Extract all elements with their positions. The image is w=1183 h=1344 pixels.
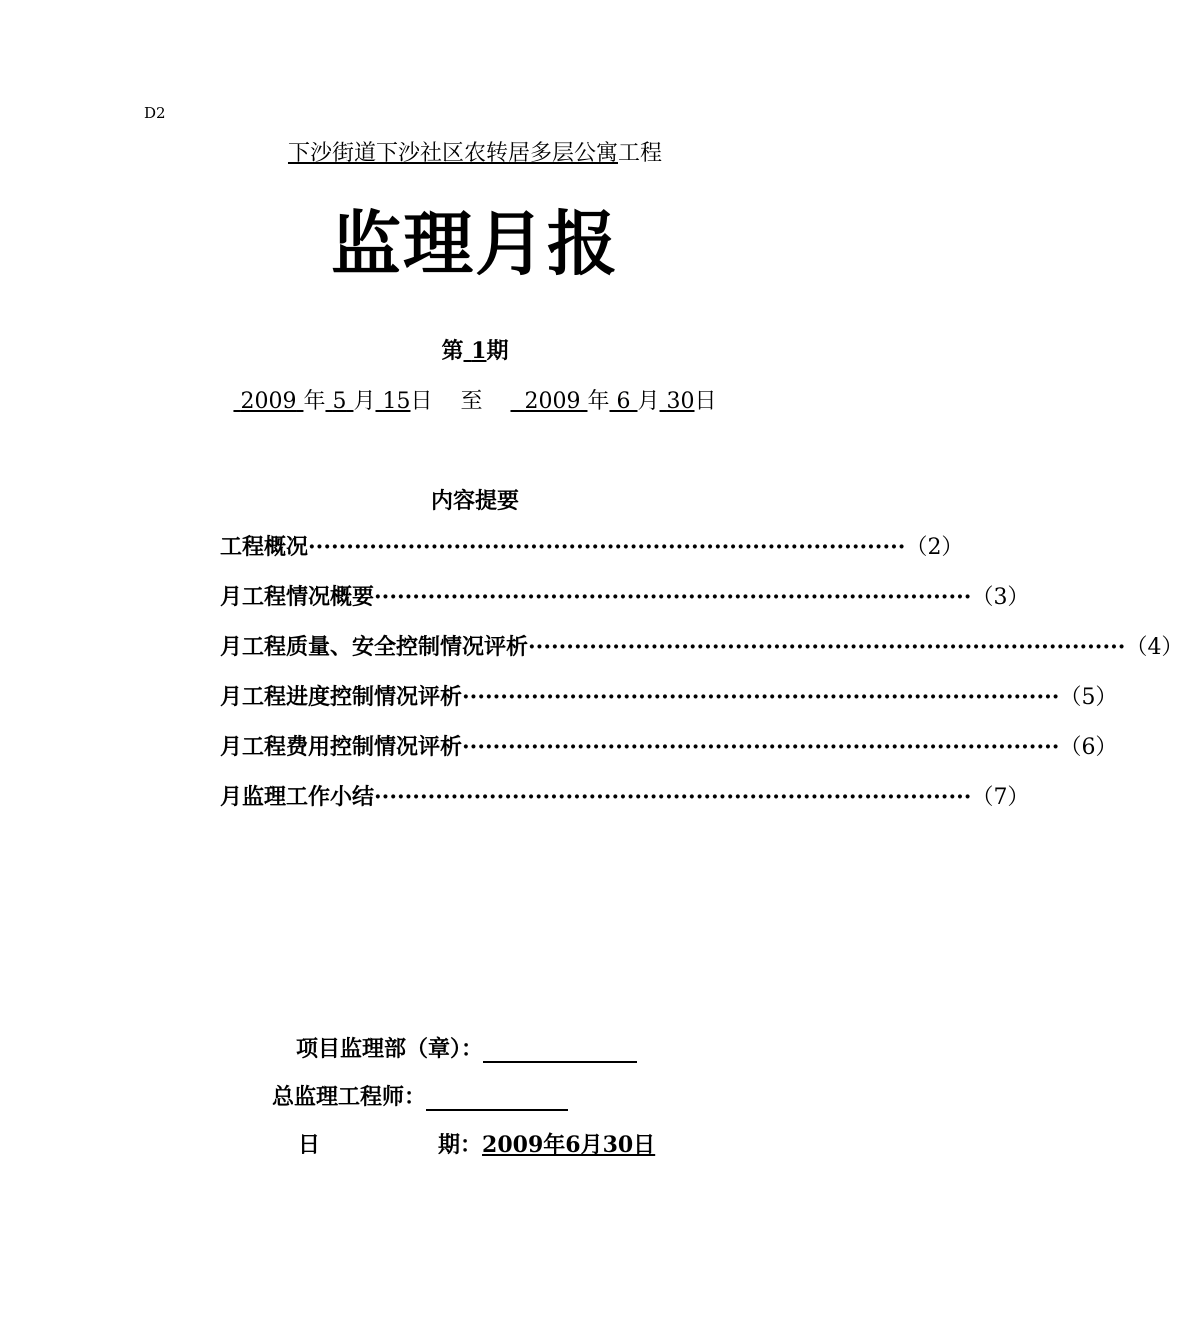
to-year: 2009 [524,389,581,414]
toc-leader: ·············································································· [374,784,972,810]
toc-heading: 内容提要 [430,488,519,514]
project-name-underlined: 下沙街道下沙社区农转居多层公寓 [287,141,618,166]
to-day: 30 [666,389,695,414]
toc-item-title: 月工程质量、安全控制情况评析 [220,634,529,660]
from-day: 15 [382,389,411,414]
dept-label: 项目监理部（章）： [296,1036,484,1062]
issue-number [0,334,950,365]
project-name-tail: 工程 [618,141,663,166]
toc-item-page: （6） [1059,735,1118,760]
from-year: 2009 [240,389,297,414]
to-label: 至 [460,389,483,414]
toc-item[interactable] [220,630,1183,680]
supervision-dept-signature [296,1032,637,1063]
engineer-label: 总监理工程师： [272,1084,427,1110]
issue-prefix: 第 [441,338,464,364]
toc-item[interactable] [220,780,1030,830]
date-value: 2009年6月30日 [482,1132,656,1158]
toc-leader: ·············································································· [462,684,1060,710]
issue-value: 1 [471,338,487,364]
document-code: D2 [144,104,166,122]
toc-item-page: （4） [1125,635,1183,660]
toc-item[interactable] [220,680,1118,730]
report-title: 监理月报 [331,202,619,285]
toc-item-page: （3） [971,585,1030,610]
table-of-contents [220,530,1183,830]
dept-signature-line[interactable] [483,1039,637,1063]
report-date [298,1128,655,1159]
toc-leader: ·············································································· [308,534,906,560]
date-label-1: 日 [298,1132,321,1158]
toc-item-title: 月工程进度控制情况评析 [220,684,463,710]
toc-item-title: 工程概况 [220,534,309,560]
toc-leader: ·············································································· [462,734,1060,760]
toc-item-title: 月工程费用控制情况评析 [220,734,463,760]
toc-item-title: 月监理工作小结 [220,784,375,810]
issue-suffix: 期 [486,338,509,364]
engineer-signature-line[interactable] [426,1087,568,1111]
from-month: 5 [332,389,347,414]
report-period: 2009 年 5 月 15日 至 2009 年 6 月 30日 [0,384,950,415]
toc-leader: ·············································································· [528,634,1126,660]
toc-item[interactable] [220,580,1030,630]
chief-engineer-signature [272,1080,568,1111]
toc-item-page: （7） [971,785,1030,810]
toc-item-page: （2） [905,535,964,560]
project-name [0,136,950,167]
toc-leader: ·············································································· [374,584,972,610]
date-label-2: 期： [438,1132,483,1158]
to-month: 6 [616,389,631,414]
toc-item[interactable] [220,530,964,580]
toc-item[interactable] [220,730,1118,780]
toc-item-page: （5） [1059,685,1118,710]
toc-item-title: 月工程情况概要 [220,584,375,610]
